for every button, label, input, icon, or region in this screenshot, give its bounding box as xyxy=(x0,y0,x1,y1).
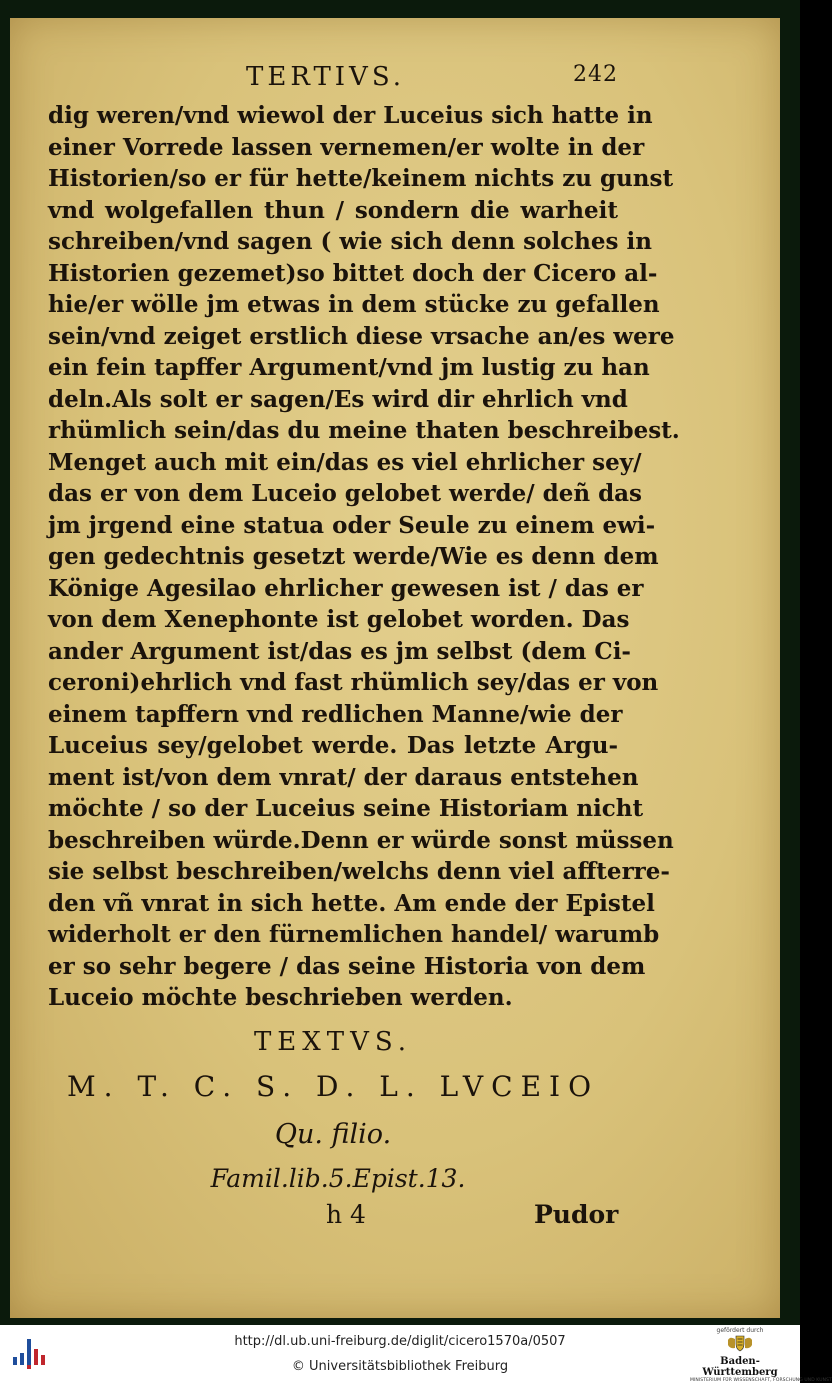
body-line: Könige Agesilao ehrlicher gewesen ist / das er xyxy=(48,574,644,602)
body-line: sein/vnd zeiget erstlich diese vrsache an/es were xyxy=(48,322,675,350)
body-line: jm jrgend eine statua oder Seule zu einem ewi- xyxy=(48,511,656,539)
letter-filio-line: Qu. filio. xyxy=(274,1118,392,1150)
page-text-block xyxy=(48,62,680,1240)
running-head-title: TERTIVS. xyxy=(246,62,405,92)
body-line: schreiben/vnd sagen ( wie sich denn solches in xyxy=(48,228,652,255)
body-line: ander Argument ist/das es jm selbst (dem Ci- xyxy=(48,637,631,665)
sponsor-top-label: gefördert durch xyxy=(716,1327,764,1334)
body-line: rhümlich sein/das du meine thaten beschreibest. xyxy=(48,417,680,444)
body-line: hie/er wölle jm etwas in dem stücke zu gefallen xyxy=(48,291,660,318)
body-line: Historien/so er für hette/keinem nichts zu gunst xyxy=(48,165,674,192)
body-line: widerholt er den fürnemlichen handel/ warumb xyxy=(48,921,660,948)
letter-address-line: M. T. C. S. D. L. LVCEIO xyxy=(66,1069,600,1103)
sponsor-name: Baden-Württemberg xyxy=(702,1356,778,1378)
body-line: einer Vorrede lassen vernemen/er wolte in der xyxy=(48,133,645,161)
body-line: den vñ vnrat in sich hette. Am ende der Epistel xyxy=(48,889,655,917)
book-page xyxy=(10,18,780,1318)
body-line: ment ist/von dem vnrat/ der daraus entstehen xyxy=(48,763,639,791)
body-line: deln.Als solt er sagen/Es wird dir ehrlich vnd xyxy=(48,385,628,413)
textus-heading: TEXTVS. xyxy=(253,1026,413,1057)
body-line: Menget auch mit ein/das es viel ehrlicher sey/ xyxy=(48,448,642,476)
body-line: dig weren/vnd wiewol der Luceius sich hatte in xyxy=(48,102,653,129)
body-line: vnd wolgefallen thun / sondern die warheit xyxy=(48,196,618,224)
letter-reference-line: Famil.lib.5.Epist.13. xyxy=(210,1163,466,1193)
signature-line xyxy=(48,1200,618,1240)
body-line: gen gedechtnis gesetzt werde/Wie es denn dem xyxy=(48,543,659,570)
catchword: Pudor xyxy=(534,1199,619,1229)
body-line: beschreiben würde.Denn er würde sonst müssen xyxy=(48,826,674,854)
viewer-footer xyxy=(0,1325,832,1383)
body-line: Luceius sey/gelobet werde. Das letzte Argu- xyxy=(48,732,618,759)
body-line: ein fein tapffer Argument/vnd jm lustig zu han xyxy=(48,354,650,381)
body-line: ceroni)ehrlich vnd fast rhümlich sey/das er von xyxy=(48,669,659,696)
folio-number: 242 xyxy=(573,62,618,87)
copyright-notice: © Universitätsbibliothek Freiburg xyxy=(291,1359,509,1374)
body-line: er so sehr begere / das seine Historia von dem xyxy=(48,952,646,980)
sponsor-block[interactable] xyxy=(690,1327,832,1383)
permalink-url[interactable]: http://dl.ub.uni-freiburg.de/diglit/cicero1570a/0507 xyxy=(234,1334,566,1349)
signature-mark: h 4 xyxy=(326,1199,366,1229)
body-line: Luceio möchte beschrieben werden. xyxy=(48,984,513,1011)
body-line: das er von dem Luceio gelobet werde/ deñ das xyxy=(48,480,643,507)
coat-of-arms-icon xyxy=(725,1334,755,1352)
sponsor-ministry: MINISTERIUM FÜR WISSENSCHAFT, FORSCHUNG UND KUNST xyxy=(690,1378,832,1383)
body-line: sie selbst beschreiben/welchs denn viel affterre- xyxy=(48,858,670,885)
running-head xyxy=(48,62,618,100)
body-line: von dem Xenephonte ist gelobet worden. Das xyxy=(48,606,630,633)
body-line: möchte / so der Luceius seine Historiam nicht xyxy=(48,795,644,822)
body-line: einem tapffern vnd redlichen Manne/wie der xyxy=(48,700,623,728)
body-line: Historien gezemet)so bittet doch der Cicero al- xyxy=(48,259,658,287)
body-text xyxy=(48,100,680,1014)
